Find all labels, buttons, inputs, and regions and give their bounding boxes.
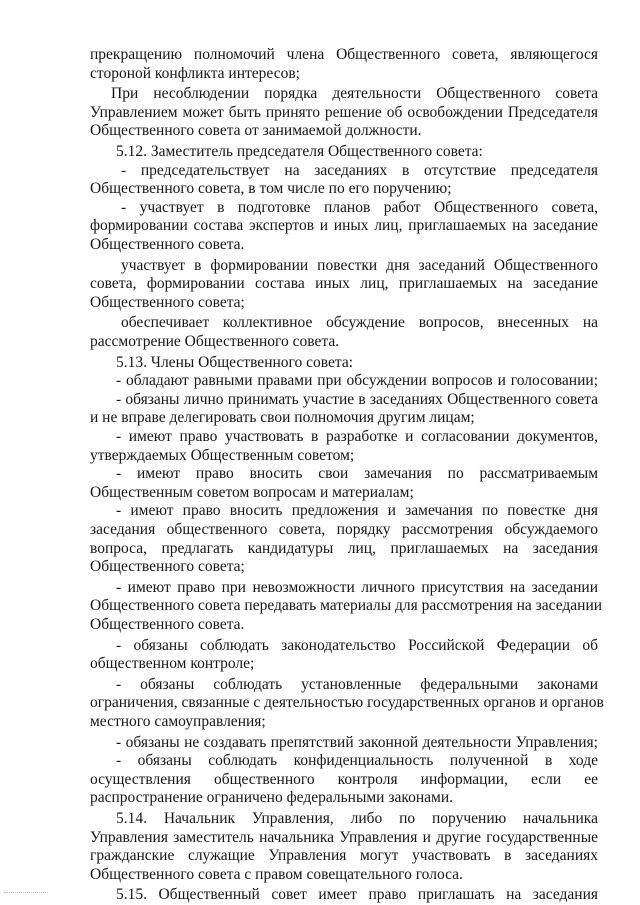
- text-line: стороной конфликта интересов;: [90, 64, 300, 82]
- text-line: совета, формировании состава иных лиц, приглашаемых на заседание: [90, 275, 598, 293]
- text-line: 5.13. Члены Общественного совета:: [116, 353, 354, 371]
- text-line: Общественного совета от занимаемой должности.: [90, 122, 422, 140]
- text-line: 5.15. Общественный совет имеет право приглашать на заседания: [116, 886, 598, 904]
- text-line: рассмотрение Общественного совета.: [90, 333, 340, 350]
- text-line: заседания общественного совета, порядку рассмотрения обсуждаемого: [90, 521, 598, 538]
- text-line: Общественного совета передавать материалы для рассмотрения на заседании: [90, 597, 603, 615]
- text-line: утверждаемых Общественным советом;: [90, 446, 355, 464]
- text-line: - имеют право вносить свои замечания по рассматриваемым: [116, 465, 598, 483]
- text-line: распространение ограничено федеральными законами.: [90, 789, 453, 807]
- text-line: - обязаны соблюдать установленные федеральными законами: [116, 675, 598, 693]
- text-line: При несоблюдении порядка деятельности Общественного совета: [111, 85, 598, 103]
- text-line: Общественного совета.: [90, 236, 245, 253]
- text-line: Общественным советом вопросам и материалам;: [90, 483, 414, 501]
- text-line: - обязаны соблюдать конфиденциальность полученной в ходе: [116, 752, 598, 770]
- scan-artifact: [4, 892, 48, 897]
- text-line: общественном контроле;: [90, 655, 255, 673]
- text-line: и не вправе делегировать свои полномочия другим лицам;: [90, 409, 475, 427]
- text-line: 5.14. Начальник Управления, либо по поручению начальника: [116, 810, 598, 827]
- text-line: прекращению полномочий члена Общественного совета, являющегося: [90, 46, 598, 63]
- text-line: - обязаны не создавать препятствий законной деятельности Управления;: [116, 733, 598, 751]
- text-line: - обязаны соблюдать законодательство Российской Федерации об: [116, 636, 598, 654]
- text-line: - имеют право вносить предложения и замечания по повестке дня: [116, 502, 598, 520]
- text-line: обеспечивает коллективное обсуждение вопросов, внесенных на: [121, 314, 598, 332]
- text-line: формировании состава экспертов и иных лиц, приглашаемых на заседание: [90, 217, 598, 235]
- text-line: Общественного совета.: [90, 616, 245, 633]
- text-line: Управления заместитель начальника Управления и другие государственные: [90, 828, 598, 846]
- text-line: местного самоуправления;: [90, 713, 266, 730]
- text-line: ограничения, связанные с деятельностью государственных органов и органов: [90, 694, 604, 712]
- text-line: - имеют право участвовать в разработке и согласовании документов,: [116, 428, 598, 445]
- text-line: осуществления общественного контроля информации, если ее: [90, 770, 598, 788]
- text-line: Общественного совета;: [90, 293, 245, 311]
- text-line: 5.12. Заместитель председателя Общественного совета:: [116, 143, 483, 160]
- text-line: - обладают равными правами при обсуждении вопросов и голосовании;: [116, 372, 598, 390]
- text-line: Управлением может быть принято решение об освобождении Председателя: [90, 103, 598, 121]
- text-line: участвует в формировании повестки дня заседаний Общественного: [121, 256, 598, 274]
- text-line: - обязаны лично принимать участие в заседаниях Общественного совета: [116, 390, 598, 408]
- text-line: гражданские служащие Управления могут участвовать в заседаниях: [90, 847, 598, 865]
- text-line: - участвует в подготовке планов работ Общественного совета,: [121, 198, 598, 216]
- text-line: Общественного совета;: [90, 558, 245, 576]
- text-line: Общественного совета, в том числе по его поручению;: [90, 180, 452, 198]
- text-line: вопроса, предлагать кандидатуры лиц, приглашаемых на заседания: [90, 539, 598, 557]
- text-line: - имеют право при невозможности личного присутствия на заседании: [116, 578, 598, 596]
- text-line: - председательствует на заседаниях в отсутствие председателя: [121, 161, 598, 179]
- text-line: Общественного совета с правом совещательного голоса.: [90, 865, 463, 883]
